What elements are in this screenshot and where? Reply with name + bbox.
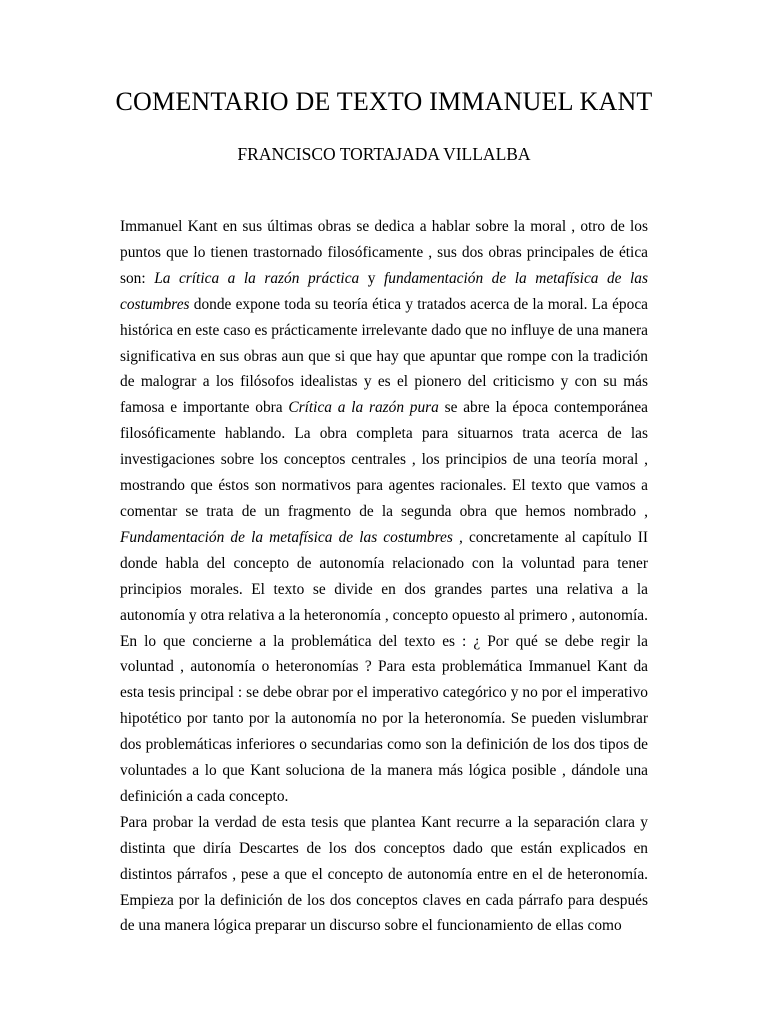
document-title: COMENTARIO DE TEXTO IMMANUEL KANT: [115, 87, 653, 116]
paragraph-1: [120, 214, 648, 810]
paragraph-1-text-5: concretamente al capítulo II donde habla del concepto de autonomía relacionado con la voluntad para tener principios morales. El texto se divide en dos grandes partes una relativa a la autonomía y otra relativa a la heteronomía , concepto opuesto al primero , autonomía. En lo que concierne a la problemática del texto es : ¿ Por qué se debe regir la voluntad , autonomía o heteronomías ? Para esta problemática Immanuel Kant da esta tesis principal : se debe obrar por el imperativo categórico y no por el imperativo hipotético por tanto por la autonomía no por la heteronomía. Se pueden vislumbrar dos problemáticas inferiores o secundarias como son la definición de los dos tipos de voluntades a lo que Kant soluciona de la manera más lógica posible , dándole una definición a cada concepto.: [120, 528, 648, 805]
paragraph-1-text-1: Immanuel Kant en sus últimas obras se dedica a hablar sobre la moral , otro de los puntos que lo tienen trastornado filosóficamente , sus dos obras principales de ética son:: [120, 218, 648, 287]
work-title-fundamentacion-1: fundamentación de la metafísica de las costumbres: [120, 269, 648, 313]
work-title-critica-razon-practica: La crítica a la razón práctica: [154, 269, 360, 287]
work-title-fundamentacion-2: Fundamentación de la metafísica de las costumbres ,: [120, 528, 463, 546]
work-title-critica-razon-pura: Crítica a la razón pura: [288, 399, 439, 417]
paragraph-1-text-4: se abre la época contemporánea filosóficamente hablando. La obra completa para situarnos trata acerca de las investigaciones sobre los conceptos centrales , los principios de una teoría moral , mostrando que éstos son normativos para agentes racionales. El texto que vamos a comentar se trata de un fragmento de la segunda obra que hemos nombrado ,: [120, 399, 649, 520]
paragraph-2: Para probar la verdad de esta tesis que plantea Kant recurre a la separación clara y distinta que diría Descartes de los dos conceptos dado que están explicados en distintos párrafos , pese a que el concepto de autonomía entre en el de heteronomía. Empieza por la definición de los dos conceptos claves en cada párrafo para después de una manera lógica preparar un discurso sobre el funcionamiento de ellas como: [120, 813, 648, 935]
paragraph-1-text-3: donde expone toda su teoría ética y tratados acerca de la moral. La época histórica en este caso es prácticamente irrelevante dado que no influye de una manera significativa en sus obras aun que si que hay que apuntar que rompe con la tradición de malograr a los filósofos idealistas y es el pionero del criticismo y con su más famosa e importante obra: [120, 295, 648, 417]
document-body: [120, 214, 648, 939]
author-name: FRANCISCO TORTAJADA VILLALBA: [237, 144, 531, 164]
paragraph-1-text-2: y: [359, 269, 384, 287]
